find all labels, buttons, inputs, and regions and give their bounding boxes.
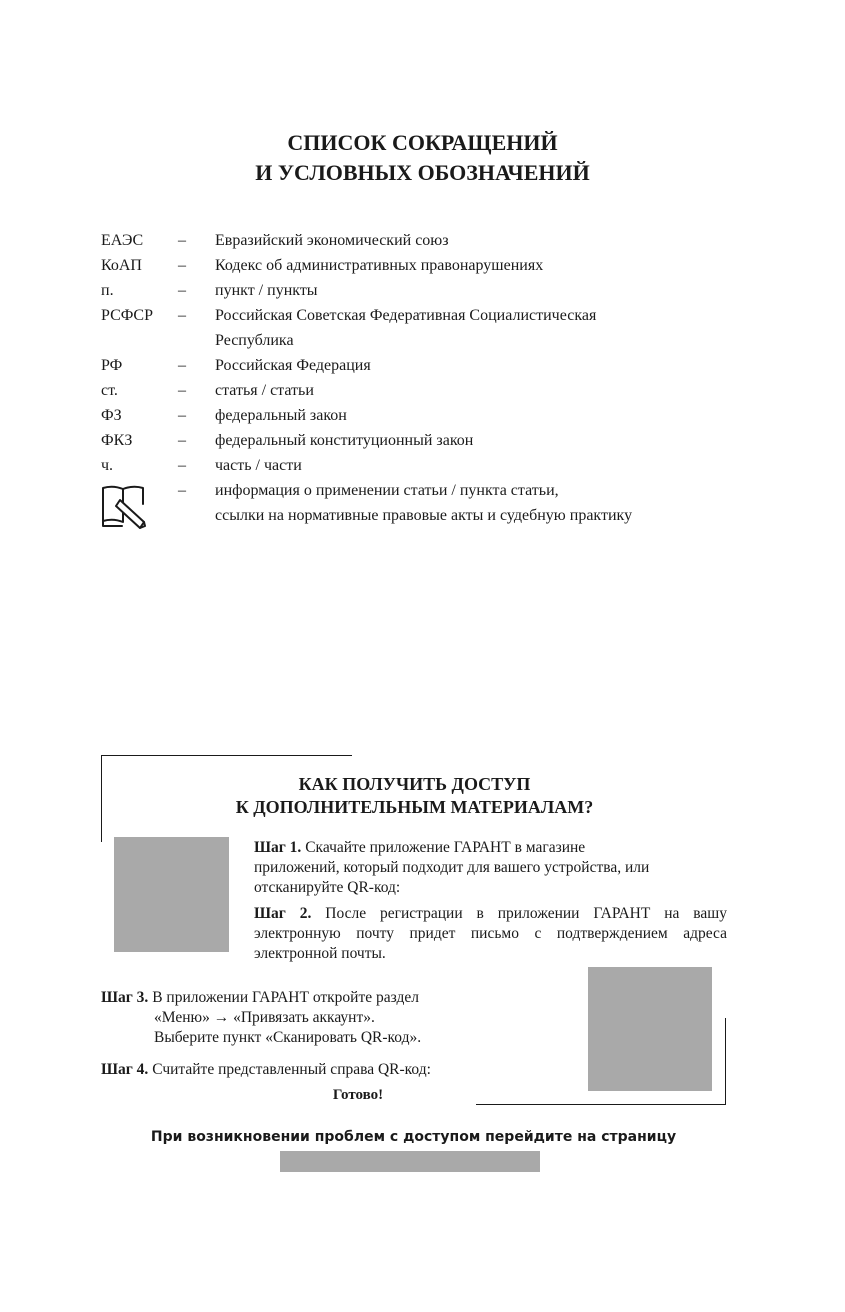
abbreviation-definition: федеральный конституционный закон <box>215 432 474 449</box>
abbreviation-definition: Евразийский экономический союз <box>215 232 449 249</box>
frame-line-right <box>725 1018 726 1105</box>
step-1 <box>254 838 694 898</box>
abbreviation-definition: Российская Советская Федеративная Социалистическая <box>215 307 597 324</box>
abbreviation-row <box>101 253 721 278</box>
abbreviation-term: ст. <box>101 382 118 399</box>
abbreviation-definition: Республика <box>215 332 294 349</box>
abbreviation-definition: федеральный закон <box>215 407 347 424</box>
abbreviation-term: РФ <box>101 357 123 374</box>
step-3-line-3: Выберите пункт «Сканировать QR-код». <box>154 1029 422 1046</box>
book-with-pen-icon <box>100 484 150 530</box>
abbreviation-definition: ссылки на нормативные правовые акты и судебную практику <box>215 507 633 524</box>
abbreviation-term: КоАП <box>101 257 142 274</box>
abbreviation-definition: Российская Федерация <box>215 357 371 374</box>
abbreviation-dash: – <box>178 357 186 374</box>
abbreviation-dash: – <box>178 382 186 399</box>
problem-note: При возникновении проблем с доступом перейдите на страницу <box>150 1129 677 1145</box>
abbreviation-dash: – <box>178 232 186 249</box>
abbreviation-definition: Кодекс об административных правонарушениях <box>215 257 544 274</box>
frame-line-top <box>101 755 352 756</box>
abbreviation-row <box>101 228 721 253</box>
step-4-label: Шаг 4. <box>101 1061 149 1078</box>
abbreviation-row <box>101 303 721 328</box>
step-1-line-1: Скачайте приложение ГАРАНТ в магазине <box>305 839 586 856</box>
page-title <box>0 128 845 188</box>
abbreviation-term: ФКЗ <box>101 432 133 449</box>
step-3-line-2: «Меню» → «Привязать аккаунт». <box>154 1009 375 1026</box>
abbreviation-dash <box>178 503 215 528</box>
abbreviation-row <box>101 278 721 303</box>
page-title-line-1: СПИСОК СОКРАЩЕНИЙ <box>287 130 558 155</box>
step-2-label: Шаг 2. <box>254 905 312 922</box>
abbreviation-definition: информация о применении статьи / пункта статьи, <box>215 482 559 499</box>
step-4 <box>101 1060 571 1080</box>
step-1-label: Шаг 1. <box>254 839 302 856</box>
done-label: Готово! <box>332 1087 384 1103</box>
abbreviation-list <box>101 228 721 528</box>
frame-line-bottom <box>476 1104 726 1105</box>
abbreviation-row <box>101 378 721 403</box>
app-download-qr-code[interactable] <box>114 837 229 952</box>
abbreviation-row <box>101 428 721 453</box>
access-title-line-2: К ДОПОЛНИТЕЛЬНЫМ МАТЕРИАЛАМ? <box>235 797 594 817</box>
abbreviation-row <box>101 403 721 428</box>
support-page-link[interactable] <box>280 1151 540 1172</box>
abbreviation-definition: пункт / пункты <box>215 282 318 299</box>
step-1-line-2: приложений, который подходит для вашего устройства, или <box>254 859 650 876</box>
abbreviation-term: ч. <box>101 457 114 474</box>
abbreviation-dash: – <box>178 407 186 424</box>
abbreviation-row <box>101 503 721 528</box>
abbreviation-definition: часть / части <box>215 457 302 474</box>
account-link-qr-code[interactable] <box>588 967 712 1091</box>
abbreviation-dash <box>178 328 215 353</box>
abbreviation-term <box>101 328 178 353</box>
abbreviation-dash: – <box>178 482 186 499</box>
step-2 <box>254 904 727 964</box>
access-title-line-1: КАК ПОЛУЧИТЬ ДОСТУП <box>298 774 531 794</box>
step-3-label: Шаг 3. <box>101 989 149 1006</box>
abbreviation-term: РСФСР <box>101 307 153 324</box>
abbreviation-dash: – <box>178 282 186 299</box>
step-2-text: После регистрации в приложении ГАРАНТ на вашу электронную почту придет письмо с подтверждением адреса электронной почты. <box>254 905 727 962</box>
abbreviation-dash: – <box>178 307 186 324</box>
abbreviation-dash: – <box>178 457 186 474</box>
abbreviation-term: ЕАЭС <box>101 232 144 249</box>
abbreviation-term: ФЗ <box>101 407 122 424</box>
abbreviation-dash: – <box>178 432 186 449</box>
abbreviation-row <box>101 478 721 503</box>
step-3-line-1: В приложении ГАРАНТ откройте раздел <box>152 989 419 1006</box>
abbreviation-row <box>101 353 721 378</box>
step-1-line-3: отсканируйте QR-код: <box>254 879 401 896</box>
abbreviation-row <box>101 328 721 353</box>
abbreviation-row <box>101 453 721 478</box>
step-4-text: Считайте представленный справа QR-код: <box>152 1061 431 1078</box>
abbreviation-definition: статья / статьи <box>215 382 314 399</box>
abbreviation-dash: – <box>178 257 186 274</box>
page-title-line-2: И УСЛОВНЫХ ОБОЗНАЧЕНИЙ <box>255 160 590 185</box>
step-3 <box>101 988 571 1048</box>
abbreviation-term: п. <box>101 282 114 299</box>
access-section-title <box>0 773 829 819</box>
